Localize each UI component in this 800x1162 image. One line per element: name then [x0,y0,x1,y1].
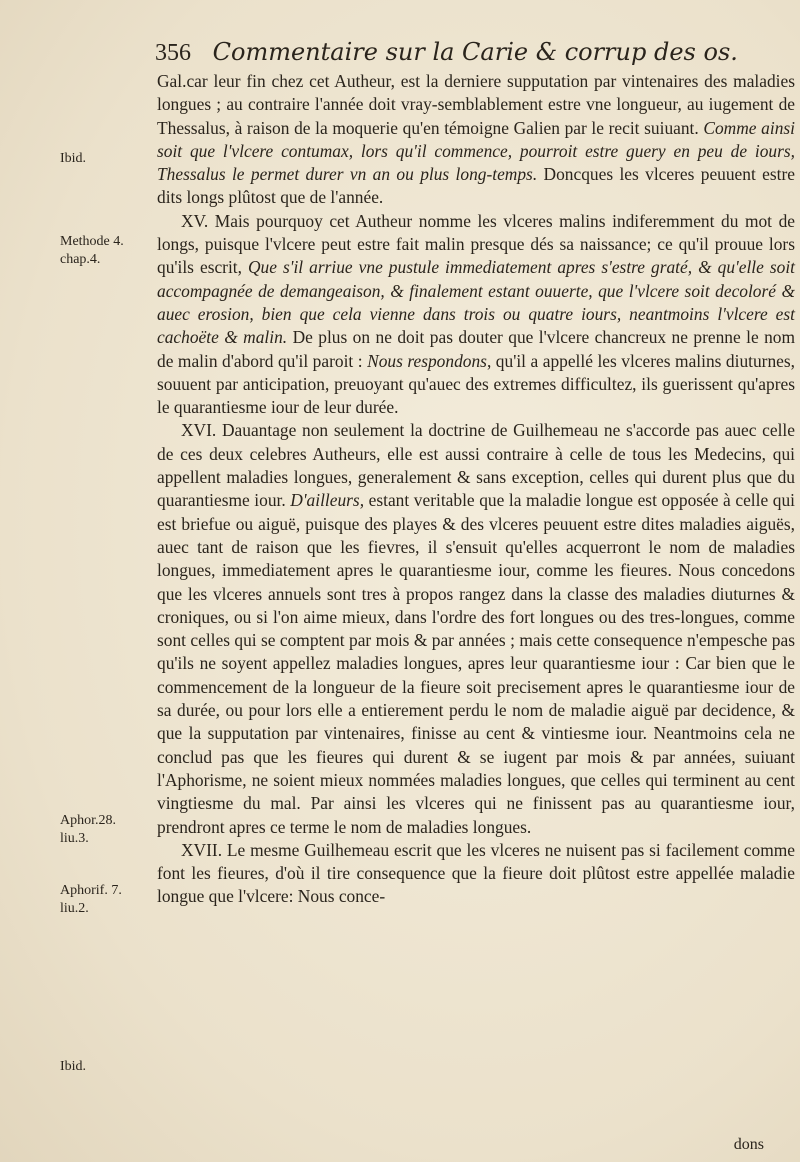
paragraph [157,839,795,909]
body-text [157,70,795,909]
paragraph [157,70,795,210]
paragraph [157,419,795,838]
text-run: , qu'il a appellé les vlceres malins diuturnes, souuent par anticipation, preuoyant qu'auec des extremes difficultez, ils guerissent qu'apres le quarantiesme iour de leur durée. [157,350,795,418]
running-header [155,38,795,67]
catchword: dons [733,1136,764,1153]
text-run: estant veritable que la maladie longue est opposée à celle qui est briefue ou aiguë, puisque des playes & des vlceres peuuent estre dites maladies aiguës, auec tant de raison que les fievres, il s'ensuit qu'elles acquerront le nom de maladies longues, immediatement apres le quarantiesme iour, comme les fieures. Nous concedons que les vlceres annuels sont tres à propos rangez dans la classe des maladies diuturnes & croniques, ou si l'on aime mieux, dans l'ordre des fort longues ou des tres-longues, comme sont celles qui se comptent par mois & par années ; mais cette consequence n'empesche pas qu'ils ne soyent appellez maladies longues, apres leur quarantiesme iour : Car bien que le commencement de la longueur de la fieure soit precisement apres le quarantiesme iour de sa durée, ou pour lors elle a entierement perdu le nom de maladie aiguë par decidence, & que la supputation par vintenaires, finisse au cent & vintiesme iour. Neantmoins cela ne conclud pas que les fieures qui durent & se iugent par mois & par années, suiuant l'Aphorisme, ne soient mieux nommées maladies longues, que celles qui terminent au cent vingtiesme du mal. Par ainsi les vlceres qui ne finissent pas au quarantiesme iour, prendront apres ce terme le nom de maladies longues. [157,490,795,837]
margin-note: Aphor.28. liu.3. [60,813,116,846]
paragraph [157,210,795,420]
text-run: XVII. Le mesme Guilhemeau escrit que les vlceres ne nuisent pas si facilement comme font les fieures, d'où il tire consequence que la fieure doit plûtost estre appellée maladie longue que l'vlcere: Nous conce- [157,839,795,907]
italic-passage: D'ailleurs, [290,490,365,511]
running-title: Commentaire sur la Carie & corrup des os. [212,38,738,66]
text-run: Gal.car leur fin chez cet Autheur, est la derniere supputation par vintenaires des maladies longues ; au contraire l'année doit vray-semblablement estre vne longueur, au iugement de Thessalus, à raison de la moquerie qu'en témoigne Galien par le recit suiuant. [157,71,795,138]
page-number: 356 [155,40,191,66]
text-run: De plus on ne doit pas douter que l'vlcere chancreux ne prenne le nom de malin d'abord qu'il paroit : [157,327,796,371]
text-run: Doncques les vlceres peuuent estre dits longs plûtost que de l'année. [157,164,795,208]
margin-note: Ibid. [60,1059,87,1074]
italic-passage: Comme ainsi soit que l'vlcere contumax, lors qu'il commence, pourroit estre guery en peu de iours, Thessalus le permet durer vn an ou plus long-temps. [157,117,795,185]
italic-passage: Nous respondons [367,350,487,371]
text-run: XVI. Dauantage non seulement la doctrine de Guilhemeau ne s'accorde pas auec celle de ces deux celebres Autheurs, elle est aussi contraire à celle de tous les Medecins, qui appellent maladies longues, generalement & sans exception, celles qui durent plus que du quarantiesme iour. [157,420,795,511]
margin-note: Aphorif. 7. liu.2. [60,883,122,916]
margin-note: Methode 4. chap.4. [60,234,124,267]
italic-passage: Que s'il arriue vne pustule immediatement apres s'estre graté, & qu'elle soit accompagnée de demangeaison, & finalement estant ouuerte, que l'vlcere soit decoloré & auec erosion, bien que cela vienne dans trois ou quatre iours, neantmoins l'vlcere est cachoëte & malin. [157,257,795,348]
margin-note: Ibid. [60,151,87,166]
text-run: XV. Mais pourquoy cet Autheur nomme les vlceres malins indiferemment du mot de longs, puisque l'vlcere peut estre fait malin presque dés sa naissance; ce qu'il prouue lors qu'ils escrit, [157,210,795,278]
